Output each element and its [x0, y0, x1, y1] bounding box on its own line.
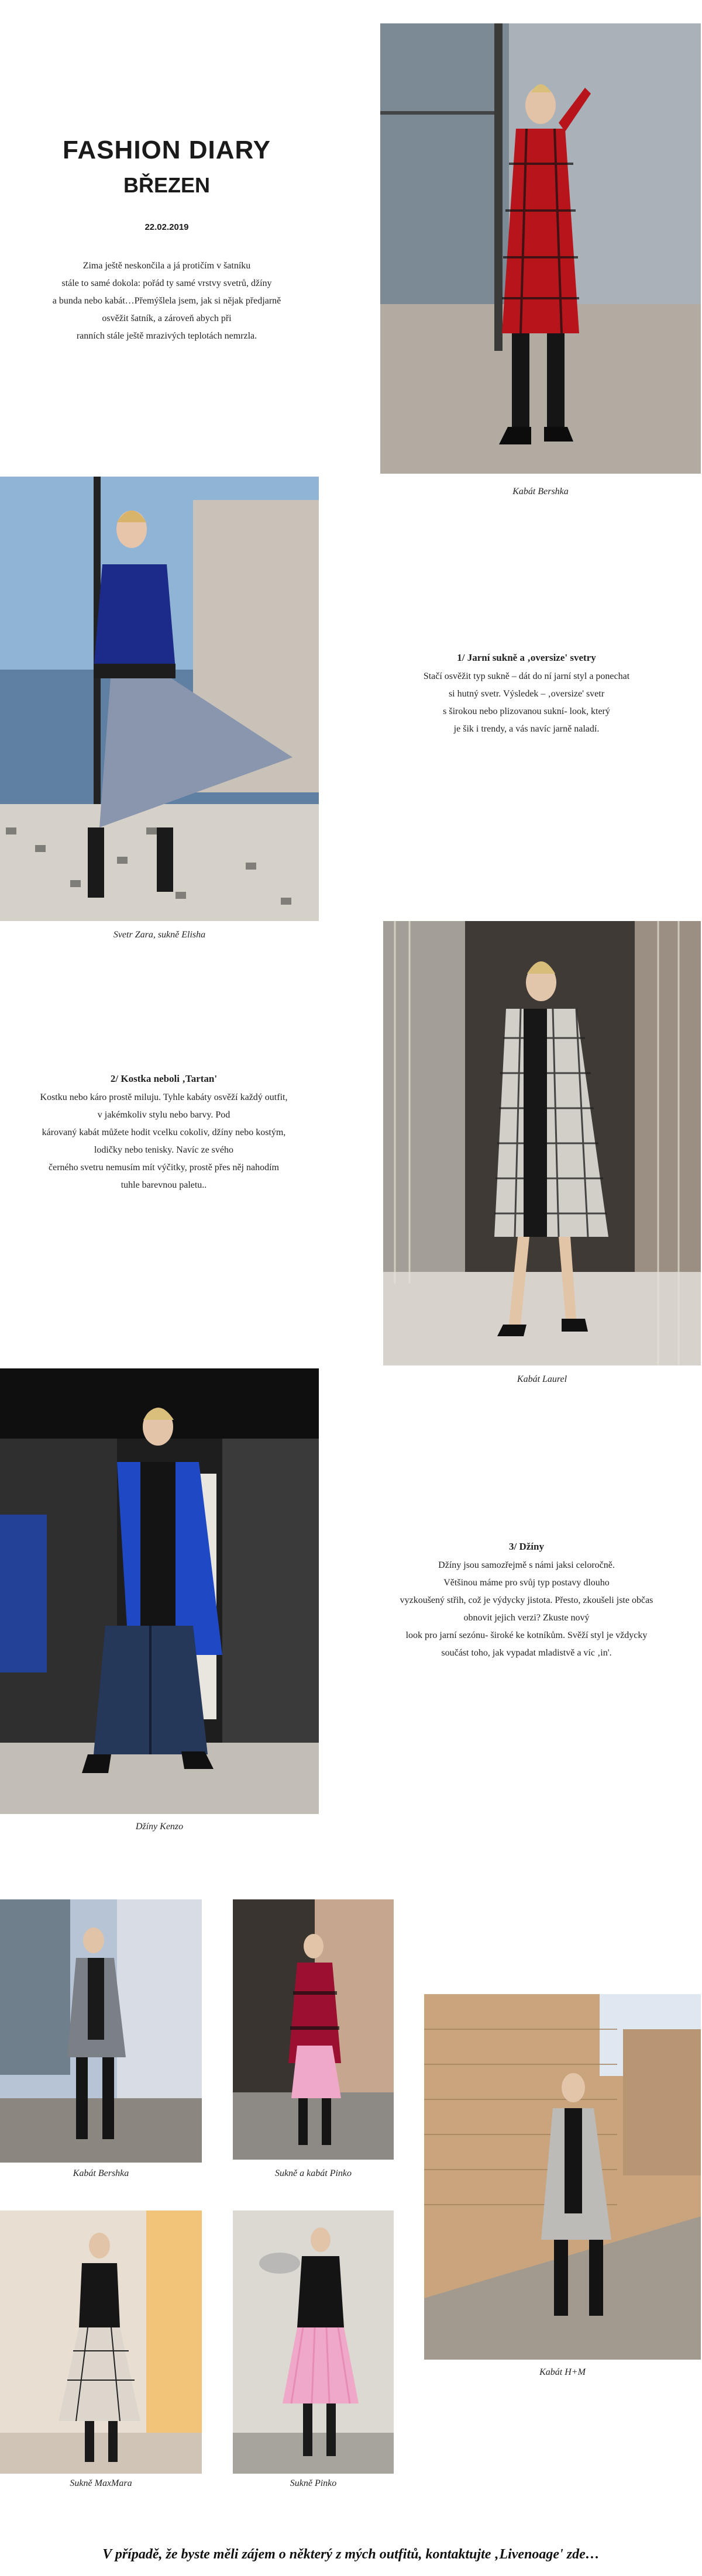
- caption-grid-1: Kabát Bershka: [73, 2168, 129, 2178]
- section-3-text: [369, 1538, 684, 1662]
- intro-text: [23, 257, 310, 345]
- section-2-line: Kostku nebo káro prostě miluju. Tyhle kabáty osvěží každý outfit,: [40, 1092, 288, 1102]
- section-3-line: vyzkoušený střih, což je výdycky jistota. Přesto, zkoušeli jste občas: [400, 1595, 653, 1605]
- section-1-text: [374, 649, 679, 738]
- photo-houndstooth-coat: [383, 921, 701, 1365]
- photo-red-check-coat: [380, 23, 701, 474]
- caption-grid-2: Sukně a kabát Pinko: [274, 2168, 352, 2178]
- photo-blue-coat-jeans: [0, 1368, 319, 1814]
- intro-line: osvěžit šatník, a zároveň abych při: [102, 313, 232, 323]
- photo-grid-pinko-skirt: [233, 2211, 394, 2474]
- section-1-line: je šik i trendy, a vás navíc jarně naladí.: [453, 724, 600, 734]
- caption-photo-3: Kabát Laurel: [517, 1374, 567, 1384]
- intro-line: ranních stále ještě mrazivých teplotách nemrzla.: [76, 331, 257, 341]
- caption-photo-2: Svetr Zara, sukně Elisha: [113, 930, 206, 940]
- caption-grid-4: Sukně MaxMara: [70, 2478, 132, 2488]
- footer-contact-text: V případě, že byste měli zájem o některý z mých outfitů, kontaktujte ‚Livenoage' zde…: [102, 2547, 600, 2562]
- caption-grid-3: Kabát H+M: [539, 2367, 586, 2377]
- section-1-heading: 1/ Jarní sukně a ‚oversize' svetry: [457, 652, 596, 663]
- photo-grid-bershka: [0, 1899, 202, 2163]
- section-3-heading: 3/ Džíny: [509, 1541, 544, 1552]
- intro-line: Zima ještě neskončila a já protičím v šatníku: [82, 261, 251, 271]
- photo-grid-pinko: [233, 1899, 394, 2160]
- section-3-line: obnovit jejich verzi? Zkuste nový: [463, 1613, 590, 1623]
- section-3-line: Většinou máme pro svůj typ postavy dlouho: [443, 1578, 610, 1588]
- section-2-line: károvaný kabát můžete hodit vcelku cokoliv, džíny nebo kostým,: [42, 1127, 286, 1137]
- section-2-heading: 2/ Kostka neboli ‚Tartan': [110, 1073, 218, 1084]
- section-2-line: v jakémkoliv stylu nebo barvy. Pod: [97, 1110, 230, 1120]
- section-1-line: s širokou nebo plizovanou sukní- look, který: [443, 706, 610, 716]
- section-2-line: tuhle barevnou paletu..: [121, 1180, 207, 1190]
- section-2-line: černého svetru nemusím mít výčitky, prostě přes něj nahodím: [49, 1163, 279, 1173]
- page-subtitle: BŘEZEN: [123, 173, 210, 197]
- intro-line: stále to samé dokola: pořád ty samé vrstvy svetrů, džíny: [61, 278, 272, 288]
- photo-grid-maxmara: [0, 2211, 202, 2474]
- section-2-line: lodičky nebo tenisky. Navíc ze svého: [94, 1145, 233, 1155]
- section-1-line: si hutný svetr. Výsledek – ‚oversize' svetr: [448, 689, 605, 699]
- section-1-line: Stačí osvěžit typ sukně – dát do ní jarní styl a ponechat: [423, 671, 630, 681]
- photo-grid-hm: [424, 1994, 701, 2360]
- caption-grid-5: Sukně Pinko: [290, 2478, 337, 2488]
- intro-line: a bunda nebo kabát…Přemýšlela jsem, jak si nějak předjarně: [52, 296, 281, 306]
- caption-photo-1: Kabát Bershka: [512, 487, 569, 496]
- photo-blue-sweater-skirt: [0, 477, 319, 921]
- post-date: 22.02.2019: [144, 222, 189, 232]
- page-title: FASHION DIARY: [62, 136, 271, 164]
- section-3-line: Džíny jsou samozřejmě s námi jaksi celoročně.: [438, 1560, 615, 1570]
- section-3-line: součást toho, jak vypadat mladistvě a víc ‚in'.: [441, 1648, 612, 1658]
- section-2-text: [12, 1070, 316, 1194]
- caption-photo-4: Džíny Kenzo: [135, 1822, 184, 1832]
- section-3-line: look pro jarní sezónu- široké ke kotníkům. Svěží styl je vždycky: [405, 1630, 648, 1640]
